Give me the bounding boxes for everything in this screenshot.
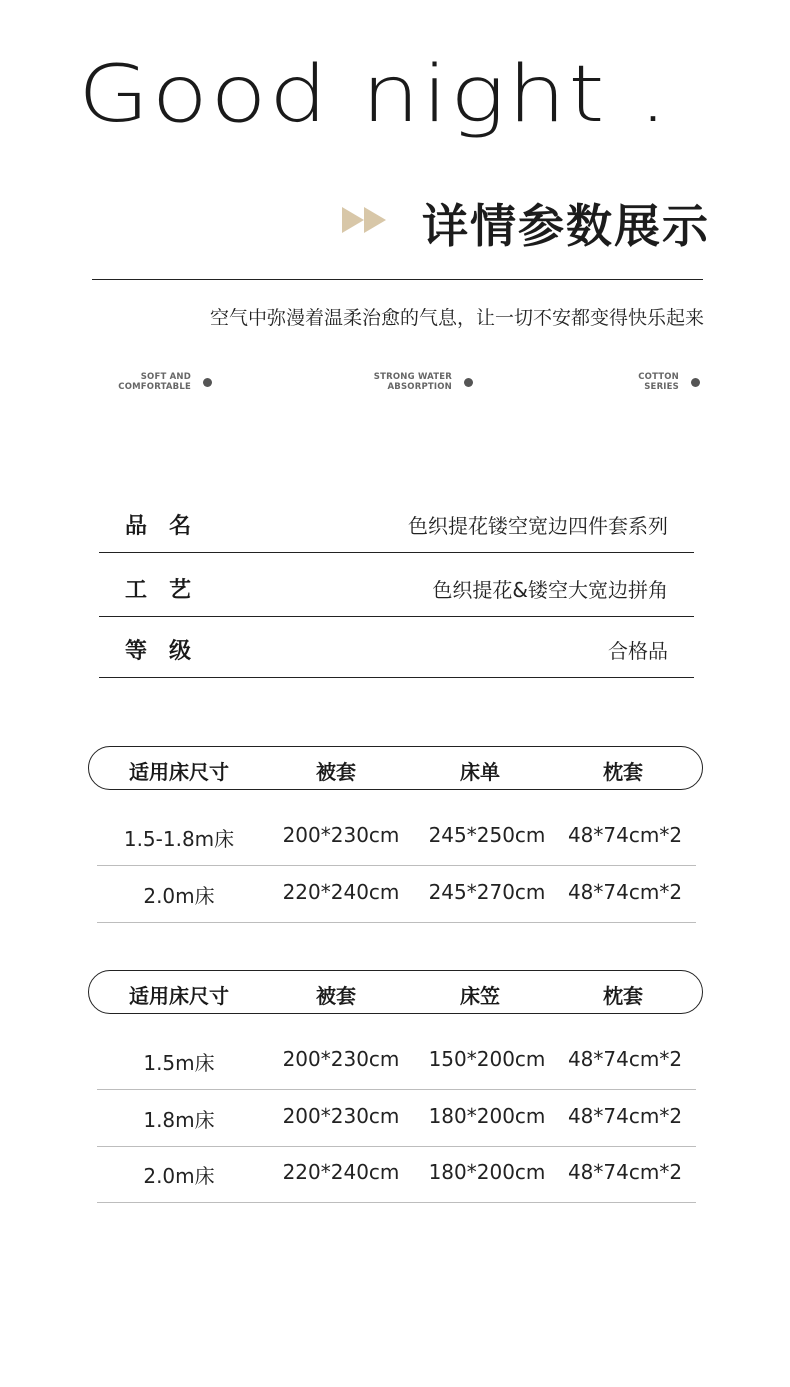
bullet-dot-icon bbox=[691, 378, 700, 387]
table-header-cell: 被套 bbox=[316, 984, 356, 1008]
table-row bbox=[97, 1033, 696, 1090]
spec-key: 等级 bbox=[125, 639, 214, 664]
feature-cotton bbox=[638, 372, 700, 392]
table-header-cell: 枕套 bbox=[603, 984, 643, 1008]
table-header-cell: 被套 bbox=[316, 760, 356, 784]
feature-absorption bbox=[374, 372, 473, 392]
feature-label: SOFT AND COMFORTABLE bbox=[118, 372, 191, 392]
table1-header bbox=[88, 746, 703, 790]
table-cell: 220*240cm bbox=[282, 1160, 400, 1184]
feature-soft bbox=[118, 372, 212, 392]
hero-title bbox=[78, 30, 671, 150]
table-cell: 245*250cm bbox=[428, 823, 546, 847]
spec-row-name bbox=[99, 492, 694, 553]
table-cell: 200*230cm bbox=[282, 1104, 400, 1128]
hero-title-text: Good night . bbox=[78, 50, 671, 140]
spec-key: 工艺 bbox=[125, 578, 214, 603]
spec-key: 品名 bbox=[125, 514, 214, 539]
table-cell: 180*200cm bbox=[428, 1160, 546, 1184]
table-cell: 48*74cm*2 bbox=[567, 1104, 683, 1128]
table-cell: 2.0m床 bbox=[143, 884, 215, 908]
bullet-dot-icon bbox=[203, 378, 212, 387]
feature-label: COTTON SERIES bbox=[638, 372, 679, 392]
table-cell: 1.8m床 bbox=[143, 1108, 215, 1132]
spec-value: 色织提花&镂空大宽边拼角 bbox=[432, 578, 668, 602]
page-title: 详情参数展示 bbox=[422, 199, 710, 253]
table-cell: 150*200cm bbox=[428, 1047, 546, 1071]
table-header-cell: 床笠 bbox=[460, 984, 500, 1008]
table-row bbox=[97, 866, 696, 923]
table-cell: 220*240cm bbox=[282, 880, 400, 904]
table-row bbox=[97, 1090, 696, 1147]
spec-row-grade bbox=[99, 617, 694, 678]
table-cell: 200*230cm bbox=[282, 823, 400, 847]
table-cell: 2.0m床 bbox=[143, 1164, 215, 1188]
table-header-cell: 适用床尺寸 bbox=[129, 760, 229, 784]
table-cell: 1.5m床 bbox=[143, 1051, 215, 1075]
table-header-cell: 床单 bbox=[460, 760, 500, 784]
table-cell: 245*270cm bbox=[428, 880, 546, 904]
table-cell: 1.5-1.8m床 bbox=[123, 827, 235, 851]
table-cell: 180*200cm bbox=[428, 1104, 546, 1128]
table-cell: 48*74cm*2 bbox=[567, 880, 683, 904]
feature-label: STRONG WATER ABSORPTION bbox=[373, 372, 452, 392]
table-header-cell: 枕套 bbox=[603, 760, 643, 784]
table-cell: 200*230cm bbox=[282, 1047, 400, 1071]
table-row bbox=[97, 1146, 696, 1203]
slogan: 空气中弥漫着温柔治愈的气息，让一切不安都变得快乐起来 bbox=[209, 307, 704, 329]
divider bbox=[92, 279, 703, 280]
table2-header bbox=[88, 970, 703, 1014]
table-cell: 48*74cm*2 bbox=[567, 1160, 683, 1184]
double-play-icon bbox=[342, 207, 390, 233]
table-row bbox=[97, 809, 696, 866]
spec-value: 合格品 bbox=[608, 639, 668, 663]
bullet-dot-icon bbox=[464, 378, 473, 387]
table-cell: 48*74cm*2 bbox=[567, 1047, 683, 1071]
table-cell: 48*74cm*2 bbox=[567, 823, 683, 847]
spec-value: 色织提花镂空宽边四件套系列 bbox=[408, 514, 668, 538]
table-header-cell: 适用床尺寸 bbox=[129, 984, 229, 1008]
spec-row-craft bbox=[99, 556, 694, 617]
